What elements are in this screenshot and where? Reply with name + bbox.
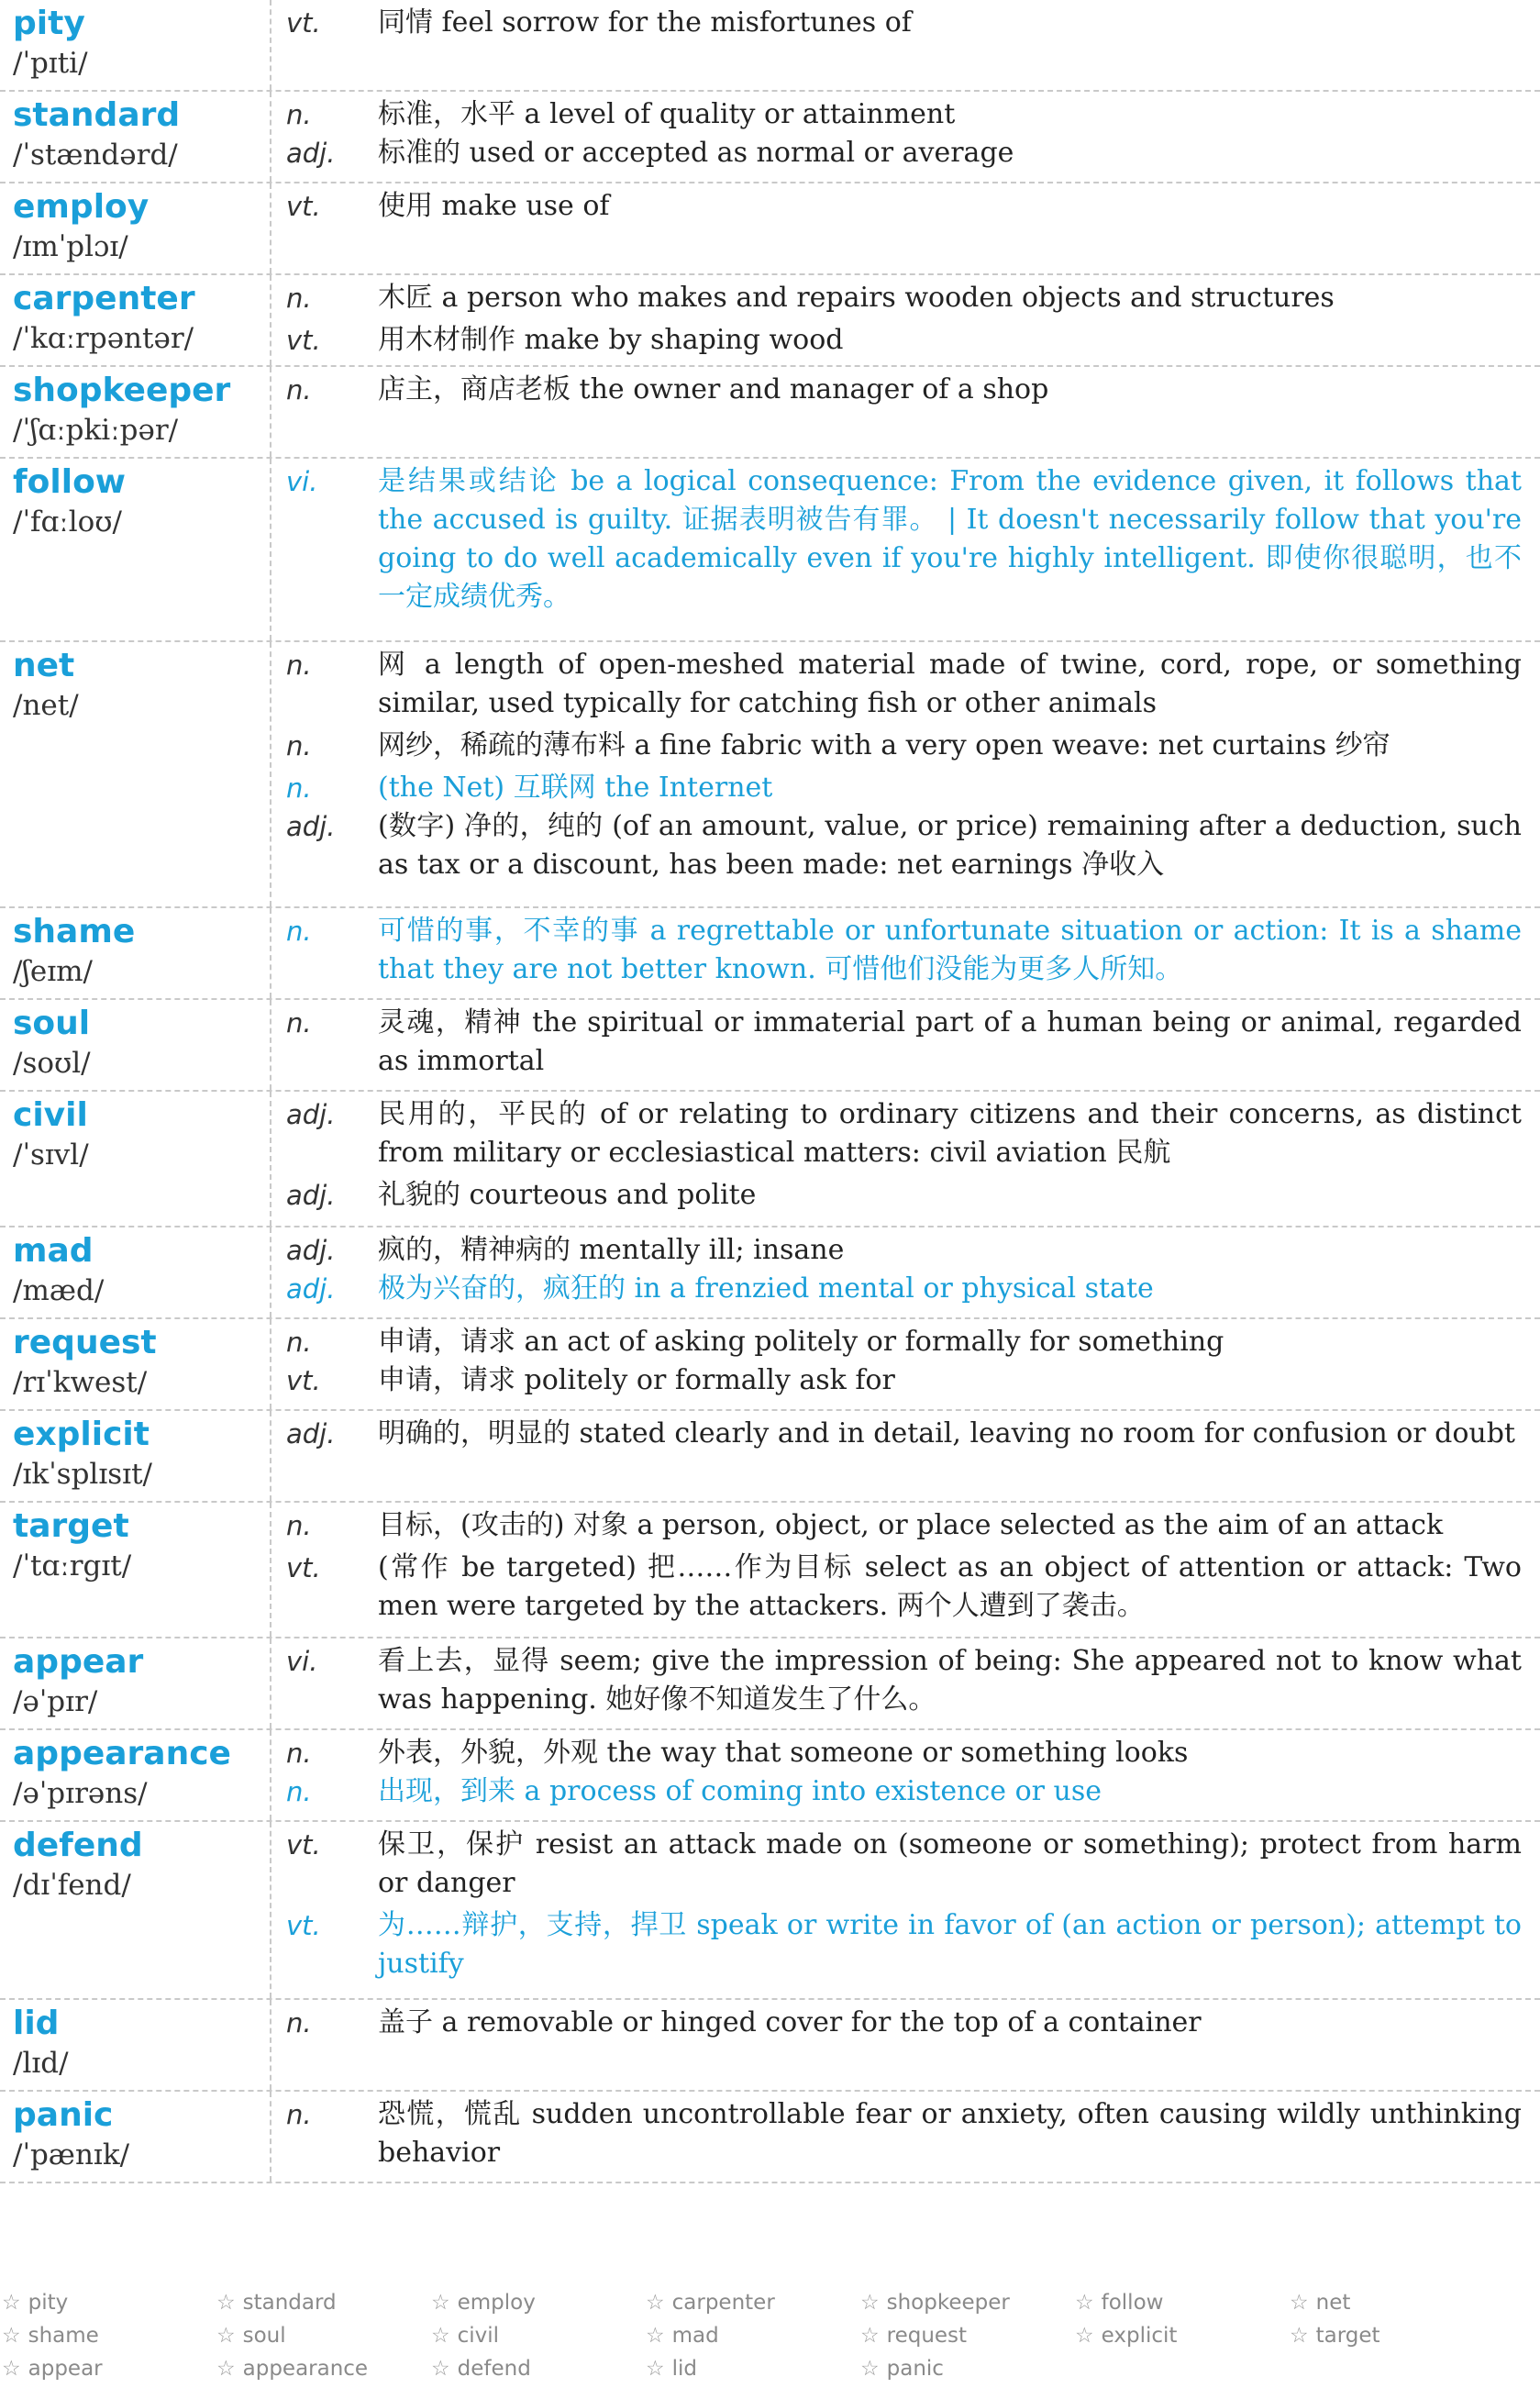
phonetic: /soʊl/ <box>13 1047 91 1080</box>
headword: appear <box>13 1643 144 1681</box>
index-word: lid <box>671 2357 698 2381</box>
headword: shopkeeper <box>13 372 231 409</box>
sense <box>286 134 1522 172</box>
definition-text: (数字) 净的，纯的 (of an amount, value, or price) remaining after a deduction, such as tax or a discount, has been made: net earnings 净收入 <box>378 810 1522 881</box>
definition-text: 用木材制作 make by shaping wood <box>378 324 844 356</box>
index-item <box>429 2319 644 2352</box>
index-item <box>1073 2319 1288 2352</box>
index-word: target <box>1315 2324 1380 2348</box>
star-icon: ☆ <box>216 2291 236 2315</box>
sense <box>286 1004 1522 1081</box>
star-icon: ☆ <box>860 2357 880 2381</box>
sense <box>286 2004 1522 2042</box>
index-word: follow <box>1101 2291 1164 2315</box>
definition-text: 目标，(攻击的) 对象 a person, object, or place selected as the aim of an attack <box>378 1509 1444 1541</box>
part-of-speech: adj. <box>286 1180 336 1211</box>
index-word: appear <box>28 2357 103 2381</box>
index-item <box>644 2319 859 2352</box>
definitions <box>271 1092 1540 1226</box>
part-of-speech: vi. <box>286 466 318 497</box>
index-word: standard <box>242 2291 337 2315</box>
sense <box>286 1231 1522 1270</box>
phonetic: /rɪˈkwest/ <box>13 1366 148 1399</box>
sense <box>286 1415 1522 1453</box>
definition-text: 出现，到来 a process of coming into existence or use <box>378 1775 1102 1807</box>
sense <box>286 646 1522 723</box>
part-of-speech: n. <box>286 283 312 314</box>
entry-mad <box>0 1227 1540 1319</box>
phonetic: /ˈʃɑːpkiːpər/ <box>13 414 179 447</box>
headword: civil <box>13 1096 88 1134</box>
definitions <box>271 275 1540 365</box>
definitions <box>271 2092 1540 2182</box>
part-of-speech: n. <box>286 650 312 681</box>
entry-explicit <box>0 1411 1540 1503</box>
sense <box>286 1734 1522 1772</box>
part-of-speech: adj. <box>286 138 336 169</box>
part-of-speech: vt. <box>286 1910 321 1941</box>
star-icon: ☆ <box>1290 2291 1309 2315</box>
part-of-speech: n. <box>286 1738 312 1769</box>
sense <box>286 1906 1522 1983</box>
entry-pity <box>0 0 1540 92</box>
part-of-speech: adj. <box>286 811 336 842</box>
index-item <box>0 2286 215 2319</box>
phonetic: /ɪmˈplɔɪ/ <box>13 230 128 263</box>
entry-head <box>0 1411 271 1501</box>
part-of-speech: n. <box>286 1007 312 1039</box>
definition-text: 盖子 a removable or hinged cover for the top of a container <box>378 2006 1202 2038</box>
sense <box>286 2095 1522 2172</box>
entry-head <box>0 908 271 998</box>
index-row <box>0 2352 1540 2385</box>
index-row <box>0 2319 1540 2352</box>
entry-civil <box>0 1092 1540 1227</box>
headword: carpenter <box>13 280 195 317</box>
definitions <box>271 642 1540 906</box>
phonetic: /ˈsɪvl/ <box>13 1138 89 1172</box>
entry-head <box>0 183 271 273</box>
phonetic: /ˈtɑːrgɪt/ <box>13 1549 132 1583</box>
definition-text: 使用 make use of <box>378 190 610 222</box>
entry-follow <box>0 459 1540 642</box>
part-of-speech: vt. <box>286 191 321 222</box>
part-of-speech: vt. <box>286 1552 321 1583</box>
part-of-speech: adj. <box>286 1418 336 1449</box>
definitions <box>271 367 1540 457</box>
definitions <box>271 1638 1540 1728</box>
definition-text: (常作 be targeted) 把……作为目标 select as an object of attention or attack: Two men were targeted by the attackers. 两个人遭到了袭击。 <box>378 1551 1522 1622</box>
entry-soul <box>0 1000 1540 1092</box>
star-icon: ☆ <box>2 2291 21 2315</box>
star-icon: ☆ <box>646 2324 665 2348</box>
headword: soul <box>13 1005 91 1042</box>
headword: pity <box>13 5 85 42</box>
part-of-speech: vt. <box>286 1829 321 1860</box>
sense <box>286 1323 1522 1361</box>
definition-text: 礼貌的 courteous and polite <box>378 1179 757 1211</box>
entry-head <box>0 275 271 365</box>
sense <box>286 187 1522 226</box>
sense <box>286 807 1522 884</box>
phonetic: /ˈpɪti/ <box>13 47 88 80</box>
sense <box>286 769 1522 807</box>
index-item <box>1073 2286 1288 2319</box>
index-word: shopkeeper <box>886 2291 1010 2315</box>
definition-text: 恐慌，慌乱 sudden uncontrollable fear or anxiety, often causing wildly unthinking behavior <box>378 2098 1522 2169</box>
definition-text: 可惜的事，不幸的事 a regrettable or unfortunate situation or action: It is a shame that they are not better known. 可惜他们没能为更多人所知。 <box>378 915 1522 985</box>
part-of-speech: n. <box>286 374 312 405</box>
definition-text: 看上去，显得 seem; give the impression of being: She appeared not to know what was happening. 她好像不知道发生了什么。 <box>378 1645 1522 1716</box>
sense <box>286 1772 1522 1811</box>
entry-employ <box>0 183 1540 275</box>
part-of-speech: n. <box>286 99 312 130</box>
headword: request <box>13 1324 157 1361</box>
entry-head <box>0 1822 271 1998</box>
phonetic: /ˈpænɪk/ <box>13 2138 130 2171</box>
headword: standard <box>13 96 181 134</box>
phonetic: /ˈstændərd/ <box>13 139 178 172</box>
entry-head <box>0 2092 271 2182</box>
part-of-speech: n. <box>286 1510 312 1541</box>
star-icon: ☆ <box>431 2357 450 2381</box>
star-icon: ☆ <box>1075 2324 1094 2348</box>
entry-head <box>0 367 271 457</box>
definition-text: 标准的 used or accepted as normal or average <box>378 137 1014 169</box>
headword: shame <box>13 913 136 950</box>
phonetic: /əˈpɪr/ <box>13 1685 98 1718</box>
part-of-speech: adj. <box>286 1235 336 1266</box>
sense <box>286 1095 1522 1172</box>
entry-head <box>0 1503 271 1637</box>
index-item <box>429 2352 644 2385</box>
sense <box>286 727 1522 765</box>
phonetic: /ˈkɑːrpəntər/ <box>13 322 194 355</box>
entry-head <box>0 1319 271 1409</box>
entry-head <box>0 1638 271 1728</box>
definitions <box>271 1319 1540 1409</box>
sense <box>286 4 1522 42</box>
sense <box>286 1826 1522 1903</box>
star-icon: ☆ <box>646 2291 665 2315</box>
sense <box>286 1506 1522 1545</box>
sense <box>286 1176 1522 1215</box>
definition-text: 保卫，保护 resist an attack made on (someone or something); protect from harm or danger <box>378 1828 1522 1899</box>
phonetic: /net/ <box>13 689 79 722</box>
star-icon: ☆ <box>646 2357 665 2381</box>
part-of-speech: vt. <box>286 1365 321 1396</box>
definitions <box>271 1730 1540 1820</box>
index-word: mad <box>671 2324 719 2348</box>
entry-appear <box>0 1638 1540 1730</box>
index-item <box>215 2319 429 2352</box>
headword: follow <box>13 463 127 501</box>
star-icon: ☆ <box>431 2324 450 2348</box>
part-of-speech: vt. <box>286 7 321 39</box>
definitions <box>271 1000 1540 1090</box>
part-of-speech: vi. <box>286 1646 318 1677</box>
part-of-speech: n. <box>286 916 312 947</box>
phonetic: /əˈpɪrəns/ <box>13 1777 148 1810</box>
sense <box>286 462 1522 616</box>
definition-text: 标准，水平 a level of quality or attainment <box>378 98 956 130</box>
definition-text: 极为兴奋的，疯狂的 in a frenzied mental or physical state <box>378 1272 1154 1305</box>
sense <box>286 1642 1522 1719</box>
entry-lid <box>0 2000 1540 2092</box>
part-of-speech: n. <box>286 1776 312 1807</box>
index-item <box>0 2319 215 2352</box>
index-word: request <box>886 2324 968 2348</box>
definitions <box>271 0 1540 90</box>
part-of-speech: adj. <box>286 1273 336 1305</box>
entry-target <box>0 1503 1540 1638</box>
entry-head <box>0 642 271 906</box>
phonetic: /ɪkˈsplɪsɪt/ <box>13 1458 152 1491</box>
sense <box>286 912 1522 989</box>
phonetic: /mæd/ <box>13 1274 105 1307</box>
entry-standard <box>0 92 1540 183</box>
star-icon: ☆ <box>2 2324 21 2348</box>
index-word: panic <box>886 2357 944 2381</box>
part-of-speech: n. <box>286 2007 312 2038</box>
star-icon: ☆ <box>216 2357 236 2381</box>
definition-text: 外表，外貌，外观 the way that someone or something looks <box>378 1737 1189 1769</box>
entry-head <box>0 1000 271 1090</box>
index-item <box>215 2286 429 2319</box>
part-of-speech: n. <box>286 772 312 804</box>
definition-text: 木匠 a person who makes and repairs wooden objects and structures <box>378 282 1335 314</box>
headword: appearance <box>13 1735 231 1772</box>
index-item <box>0 2352 215 2385</box>
definition-text: 网纱，稀疏的薄布料 a fine fabric with a very open weave: net curtains 纱帘 <box>378 729 1390 761</box>
definitions <box>271 1503 1540 1637</box>
entry-head <box>0 459 271 640</box>
headword: net <box>13 647 75 684</box>
part-of-speech: adj. <box>286 1099 336 1130</box>
index-word: defend <box>457 2357 531 2381</box>
definitions <box>271 459 1540 640</box>
star-icon: ☆ <box>1290 2324 1309 2348</box>
phonetic: /lɪd/ <box>13 2047 69 2080</box>
definitions <box>271 183 1540 273</box>
index-word: soul <box>242 2324 286 2348</box>
index-item <box>859 2352 1073 2385</box>
phonetic: /ʃeɪm/ <box>13 955 93 988</box>
index-item <box>1288 2319 1502 2352</box>
phonetic: /ˈfɑːloʊ/ <box>13 505 122 539</box>
definition-text: 网 a length of open-meshed material made of twine, cord, rope, or something similar, used typically for catching fish or other animals <box>378 649 1522 719</box>
definitions <box>271 92 1540 182</box>
entry-head <box>0 1227 271 1317</box>
definition-text: 民用的，平民的 of or relating to ordinary citizens and their concerns, as distinct from military or ecclesiastical matters: civil aviation 民航 <box>378 1098 1522 1169</box>
definitions <box>271 1227 1540 1317</box>
star-icon: ☆ <box>860 2291 880 2315</box>
part-of-speech: n. <box>286 1327 312 1358</box>
headword: defend <box>13 1827 143 1864</box>
part-of-speech: n. <box>286 2099 312 2130</box>
phonetic: /dɪˈfend/ <box>13 1869 131 1902</box>
entry-appearance <box>0 1730 1540 1822</box>
headword: explicit <box>13 1416 150 1453</box>
definition-text: 同情 feel sorrow for the misfortunes of <box>378 6 912 39</box>
index-word: appearance <box>242 2357 369 2381</box>
sense <box>286 371 1522 409</box>
entry-request <box>0 1319 1540 1411</box>
sense <box>286 1549 1522 1626</box>
sense <box>286 95 1522 134</box>
entry-head <box>0 1730 271 1820</box>
sense <box>286 279 1522 317</box>
definition-text: 申请，请求 politely or formally ask for <box>378 1364 895 1396</box>
entry-carpenter <box>0 275 1540 367</box>
headword: lid <box>13 2005 60 2042</box>
star-icon: ☆ <box>431 2291 450 2315</box>
entry-head <box>0 92 271 182</box>
definition-text: 明确的，明显的 stated clearly and in detail, leaving no room for confusion or doubt <box>378 1417 1515 1449</box>
index-item <box>859 2286 1073 2319</box>
sense <box>286 1270 1522 1308</box>
index-row <box>0 2286 1540 2319</box>
index-item <box>1288 2286 1502 2319</box>
index-item <box>644 2352 859 2385</box>
index-word: net <box>1315 2291 1351 2315</box>
sense <box>286 1361 1522 1400</box>
entry-shopkeeper <box>0 367 1540 459</box>
definition-text: 疯的，精神病的 mentally ill; insane <box>378 1234 845 1266</box>
word-index <box>0 2286 1540 2385</box>
index-word: shame <box>28 2324 99 2348</box>
index-item <box>429 2286 644 2319</box>
definitions <box>271 2000 1540 2090</box>
headword: employ <box>13 188 150 226</box>
definition-text: 灵魂，精神 the spiritual or immaterial part of a human being or animal, regarded as immortal <box>378 1006 1522 1077</box>
index-item <box>644 2286 859 2319</box>
index-word: employ <box>457 2291 536 2315</box>
headword: panic <box>13 2096 114 2134</box>
index-word: pity <box>28 2291 69 2315</box>
definition-text: (the Net) 互联网 the Internet <box>378 772 773 804</box>
index-item <box>215 2352 429 2385</box>
star-icon: ☆ <box>216 2324 236 2348</box>
entry-shame <box>0 908 1540 1000</box>
index-word: carpenter <box>671 2291 775 2315</box>
definition-text: 为……辩护，支持，捍卫 speak or write in favor of (an action or person); attempt to justify <box>378 1909 1522 1980</box>
part-of-speech: n. <box>286 730 312 761</box>
index-item <box>859 2319 1073 2352</box>
definition-text: 是结果或结论 be a logical consequence: From the evidence given, it follows that the accused is guilty. 证据表明被告有罪。 | It doesn't necessarily follow that you're going to do well academically even if you're highly intelligent. 即使你很聪明，也不一定成绩优秀。 <box>378 465 1522 613</box>
definitions <box>271 1822 1540 1998</box>
definition-text: 店主，商店老板 the owner and manager of a shop <box>378 373 1049 405</box>
entry-head <box>0 1092 271 1226</box>
index-word: civil <box>457 2324 500 2348</box>
sense <box>286 321 1522 360</box>
headword: target <box>13 1507 129 1545</box>
part-of-speech: vt. <box>286 325 321 356</box>
definition-text: 申请，请求 an act of asking politely or formally for something <box>378 1326 1224 1358</box>
entry-defend <box>0 1822 1540 2000</box>
headword: mad <box>13 1232 94 1270</box>
entry-head <box>0 0 271 90</box>
star-icon: ☆ <box>2 2357 21 2381</box>
entry-head <box>0 2000 271 2090</box>
star-icon: ☆ <box>860 2324 880 2348</box>
star-icon: ☆ <box>1075 2291 1094 2315</box>
entry-net <box>0 642 1540 908</box>
index-word: explicit <box>1101 2324 1178 2348</box>
entry-panic <box>0 2092 1540 2183</box>
definitions <box>271 1411 1540 1501</box>
definitions <box>271 908 1540 998</box>
